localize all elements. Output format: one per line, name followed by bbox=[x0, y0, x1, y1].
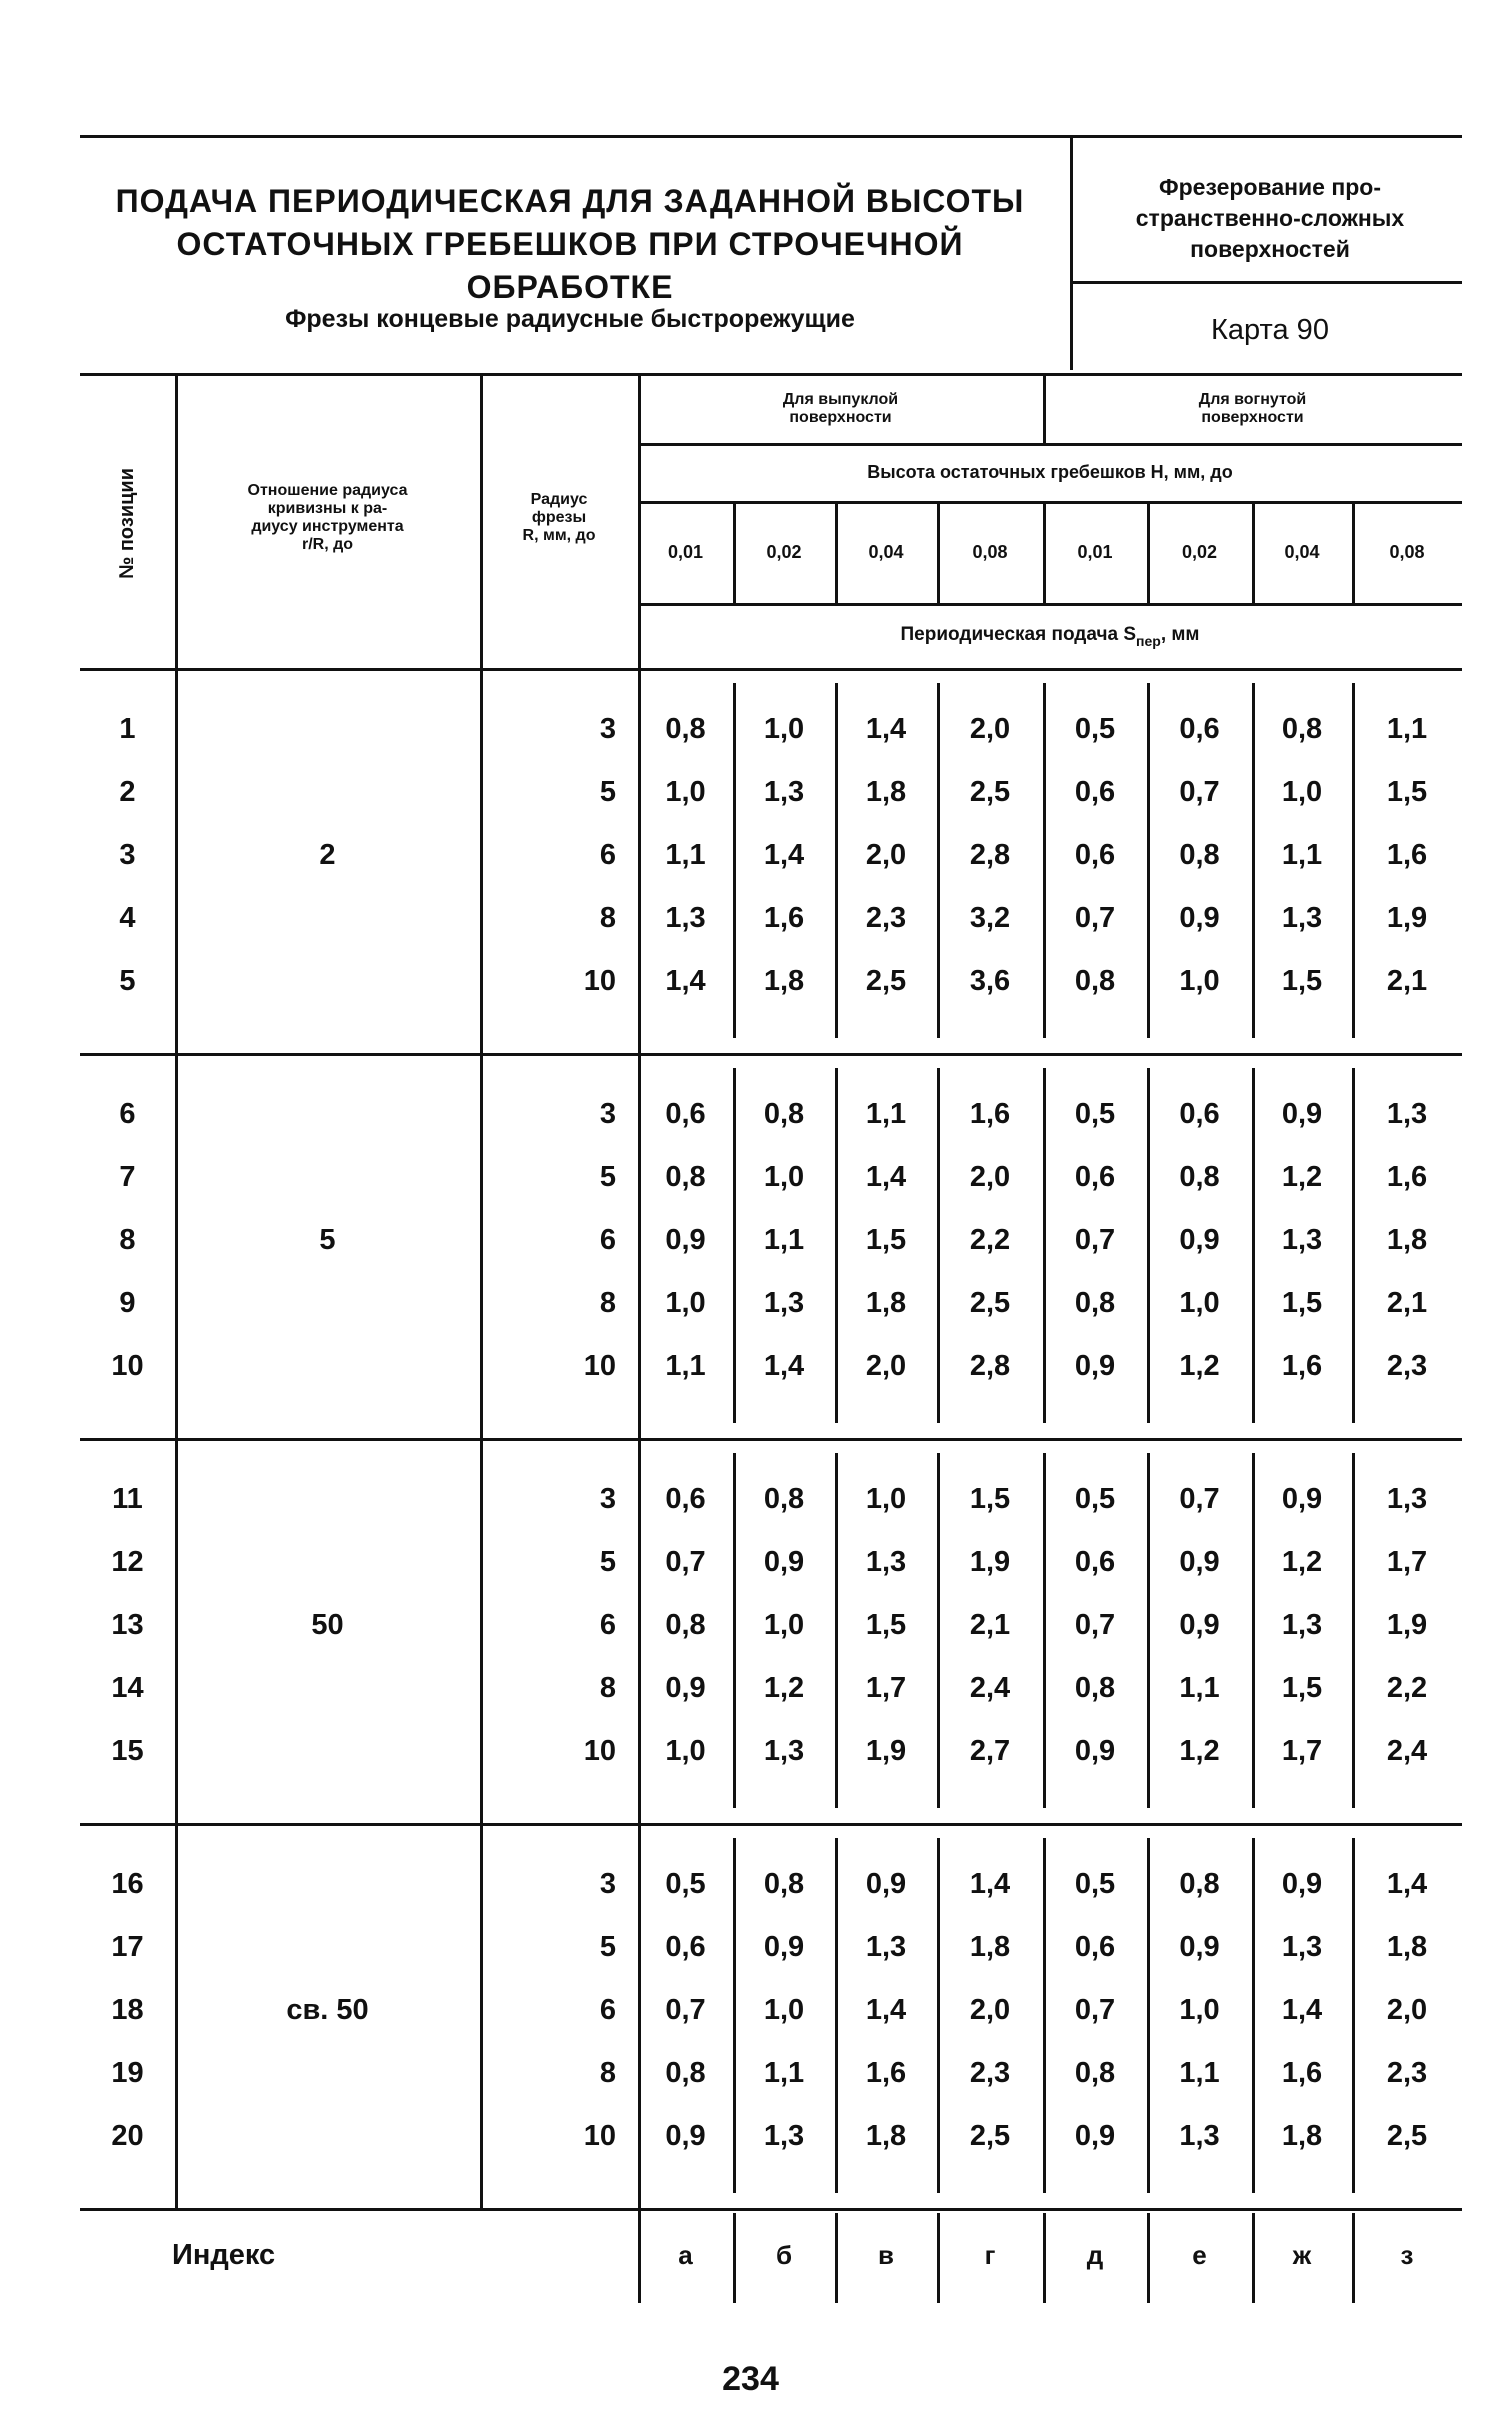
feed-value: 0,6 bbox=[1179, 1098, 1220, 1130]
feed-value: 0,8 bbox=[1179, 1161, 1220, 1193]
feed-value: 1,0 bbox=[763, 1609, 805, 1641]
feed-value: 1,3 bbox=[865, 1931, 907, 1963]
feed-value: 1,1 bbox=[763, 1224, 805, 1256]
position-number: 1 bbox=[119, 713, 136, 745]
feed-value: 0,7 bbox=[1074, 1609, 1116, 1641]
feed-value: 0,8 bbox=[1074, 1287, 1116, 1319]
feed-value: 2,5 bbox=[969, 2120, 1011, 2152]
feed-value: 1,7 bbox=[865, 1672, 907, 1704]
feed-value: 0,8 bbox=[1179, 839, 1220, 871]
height-value: 0,08 bbox=[972, 542, 1008, 562]
feed-value: 0,8 bbox=[1074, 965, 1116, 997]
feed-value: 1,4 bbox=[969, 1868, 1011, 1900]
feed-value: 0,9 bbox=[763, 1546, 805, 1578]
position-number: 2 bbox=[119, 776, 136, 808]
feed-value: 1,5 bbox=[1281, 1672, 1323, 1704]
header-bottom-rule bbox=[80, 668, 1462, 671]
feed-value: 0,9 bbox=[1281, 1483, 1323, 1515]
feed-value: 2,0 bbox=[1386, 1994, 1428, 2026]
feed-value: 0,7 bbox=[1074, 1994, 1116, 2026]
radius-value: 3 bbox=[599, 1098, 616, 1130]
feed-value: 0,8 bbox=[763, 1483, 805, 1515]
feed-value: 1,3 bbox=[665, 902, 706, 934]
feed-value: 1,6 bbox=[865, 2057, 907, 2089]
feed-value: 2,5 bbox=[865, 965, 907, 997]
feed-value: 1,3 bbox=[1386, 1483, 1428, 1515]
position-column-rule bbox=[175, 373, 178, 2208]
feed-value: 0,7 bbox=[1179, 776, 1220, 808]
feed-value: 0,7 bbox=[1074, 1224, 1116, 1256]
radius-value: 8 bbox=[599, 2057, 616, 2089]
position-number: 3 bbox=[119, 839, 136, 871]
feed-value: 0,9 bbox=[1074, 2120, 1116, 2152]
ratio-value: 2 bbox=[319, 839, 336, 871]
section-line: странственно-сложных bbox=[1135, 205, 1405, 231]
feed-value: 1,3 bbox=[1179, 2120, 1220, 2152]
feed-value: 0,9 bbox=[1281, 1868, 1323, 1900]
position-number: 19 bbox=[111, 2057, 144, 2089]
radius-value: 6 bbox=[599, 839, 616, 871]
feed-value: 0,8 bbox=[665, 2057, 706, 2089]
feed-value: 2,5 bbox=[969, 1287, 1011, 1319]
feed-value: 1,2 bbox=[763, 1672, 805, 1704]
feed-value: 1,6 bbox=[1281, 1350, 1323, 1382]
group-rule bbox=[80, 1053, 1462, 1056]
feed-value: 1,6 bbox=[1281, 2057, 1323, 2089]
feed-value: 0,7 bbox=[665, 1546, 706, 1578]
index-letter: а bbox=[678, 2240, 693, 2270]
feed-value: 1,1 bbox=[865, 1098, 907, 1130]
position-number: 15 bbox=[111, 1735, 144, 1767]
height-value: 0,01 bbox=[1077, 542, 1113, 562]
position-number: 10 bbox=[111, 1350, 144, 1382]
index-letter: е bbox=[1192, 2240, 1207, 2270]
feed-value: 0,6 bbox=[1074, 1161, 1116, 1193]
feed-value: 1,3 bbox=[763, 1287, 805, 1319]
feed-value: 1,3 bbox=[1281, 902, 1323, 934]
position-number: 12 bbox=[111, 1546, 144, 1578]
feed-value: 1,6 bbox=[763, 902, 805, 934]
radius-value: 5 bbox=[599, 1161, 616, 1193]
position-number: 6 bbox=[119, 1098, 136, 1130]
feed-value: 1,2 bbox=[1179, 1350, 1220, 1382]
index-letter: б bbox=[775, 2240, 793, 2270]
feed-value: 1,3 bbox=[1281, 1931, 1323, 1963]
radius-header-line: R, мм, до bbox=[522, 527, 596, 544]
feed-value: 0,6 bbox=[1074, 839, 1116, 871]
radius-header bbox=[480, 473, 638, 563]
feed-value: 1,8 bbox=[763, 965, 805, 997]
height-value: 0,08 bbox=[1389, 542, 1425, 562]
feed-value: 1,9 bbox=[865, 1735, 907, 1767]
radius-value: 8 bbox=[599, 1287, 616, 1319]
radius-value: 8 bbox=[599, 902, 616, 934]
feed-value: 0,7 bbox=[1179, 1483, 1220, 1515]
feed-value: 2,8 bbox=[969, 1350, 1011, 1382]
feed-value: 1,5 bbox=[1386, 776, 1428, 808]
ratio-header-line: r/R, до bbox=[301, 536, 354, 553]
feed-value: 0,9 bbox=[665, 2120, 706, 2152]
position-number: 13 bbox=[111, 1609, 144, 1641]
feed-value: 0,8 bbox=[763, 1868, 805, 1900]
index-letter: г bbox=[984, 2240, 996, 2270]
feed-value: 2,5 bbox=[1386, 2120, 1428, 2152]
radius-value: 10 bbox=[583, 2120, 616, 2152]
group-rule bbox=[80, 1823, 1462, 1826]
feed-value: 1,0 bbox=[1179, 965, 1220, 997]
feed-value: 2,1 bbox=[969, 1609, 1011, 1641]
feed-value: 1,0 bbox=[763, 713, 805, 745]
feed-value: 0,9 bbox=[1074, 1350, 1116, 1382]
feed-value: 2,0 bbox=[865, 839, 907, 871]
feed-value: 0,8 bbox=[1074, 2057, 1116, 2089]
position-number: 8 bbox=[119, 1224, 136, 1256]
top-rule bbox=[80, 135, 1462, 138]
feed-value: 1,7 bbox=[1281, 1735, 1323, 1767]
feed-header bbox=[638, 605, 1462, 665]
feed-value: 1,3 bbox=[1281, 1609, 1323, 1641]
feed-value: 1,3 bbox=[1281, 1224, 1323, 1256]
feed-value: 0,8 bbox=[1179, 1868, 1220, 1900]
feed-value: 3,2 bbox=[969, 902, 1011, 934]
feed-value: 1,5 bbox=[1281, 965, 1323, 997]
feed-value: 1,7 bbox=[1386, 1546, 1428, 1578]
ratio-column-rule bbox=[480, 373, 483, 2208]
feed-value: 2,3 bbox=[1386, 1350, 1428, 1382]
concave-surface-header bbox=[1043, 377, 1462, 441]
feed-value: 0,9 bbox=[1179, 1546, 1220, 1578]
feed-value: 2,3 bbox=[865, 902, 907, 934]
card-number: Карта 90 bbox=[1211, 314, 1329, 346]
radius-value: 10 bbox=[583, 1735, 616, 1767]
feed-value: 0,8 bbox=[763, 1098, 805, 1130]
feed-header-part: пер bbox=[1136, 633, 1161, 649]
radius-header-line: фрезы bbox=[531, 509, 587, 526]
feed-value: 1,6 bbox=[1386, 1161, 1428, 1193]
feed-value: 0,8 bbox=[665, 1161, 706, 1193]
feed-value: 2,5 bbox=[969, 776, 1011, 808]
title-line: ОБРАБОТКЕ bbox=[466, 269, 674, 305]
radius-value: 5 bbox=[599, 776, 616, 808]
feed-value: 1,3 bbox=[865, 1546, 907, 1578]
feed-value: 0,8 bbox=[1074, 1672, 1116, 1704]
feed-value: 1,0 bbox=[665, 1735, 706, 1767]
feed-value: 0,9 bbox=[1179, 1224, 1220, 1256]
feed-header-part: Периодическая подача S bbox=[900, 624, 1137, 645]
feed-value: 2,0 bbox=[969, 1994, 1011, 2026]
feed-value: 1,3 bbox=[763, 776, 805, 808]
position-number: 20 bbox=[111, 2120, 144, 2152]
feed-value: 0,5 bbox=[1074, 1868, 1116, 1900]
feed-value: 0,5 bbox=[1074, 1098, 1116, 1130]
feed-value: 0,6 bbox=[665, 1098, 706, 1130]
feed-value: 1,5 bbox=[865, 1224, 907, 1256]
radius-header-line: Радиус bbox=[530, 491, 588, 508]
ratio-header-line: Отношение радиуса bbox=[247, 482, 408, 499]
index-letter: д bbox=[1086, 2240, 1104, 2270]
ratio-header-line: диусу инструмента bbox=[251, 518, 404, 535]
feed-value: 0,9 bbox=[1179, 902, 1220, 934]
feed-value: 1,9 bbox=[1386, 1609, 1428, 1641]
title-line: ОСТАТОЧНЫХ ГРЕБЕШКОВ ПРИ СТРОЧЕЧНОЙ bbox=[176, 226, 964, 262]
feed-value: 1,8 bbox=[865, 1287, 907, 1319]
feed-value: 1,4 bbox=[665, 965, 706, 997]
feed-value: 0,5 bbox=[1074, 1483, 1116, 1515]
feed-value: 1,8 bbox=[1386, 1931, 1428, 1963]
height-value: 0,01 bbox=[667, 542, 704, 562]
feed-value: 1,4 bbox=[763, 839, 805, 871]
position-number: 17 bbox=[111, 1931, 144, 1963]
feed-value: 0,9 bbox=[1179, 1931, 1220, 1963]
feed-value: 1,2 bbox=[1281, 1161, 1323, 1193]
position-header bbox=[80, 378, 175, 668]
feed-value: 1,4 bbox=[865, 1994, 907, 2026]
feed-value: 1,8 bbox=[1386, 1224, 1428, 1256]
position-number: 16 bbox=[111, 1868, 144, 1900]
height-value: 0,04 bbox=[1284, 542, 1320, 562]
radius-value: 5 bbox=[599, 1546, 616, 1578]
feed-value: 0,5 bbox=[665, 1868, 706, 1900]
height-value: 0,02 bbox=[1181, 542, 1218, 562]
ratio-value: 5 bbox=[319, 1224, 336, 1256]
feed-value: 1,4 bbox=[763, 1350, 805, 1382]
position-header-label: № позиции bbox=[116, 467, 139, 579]
feed-value: 2,1 bbox=[1386, 965, 1428, 997]
index-label: Индекс bbox=[172, 2239, 276, 2271]
feed-value: 1,8 bbox=[969, 1931, 1011, 1963]
feed-table bbox=[80, 373, 1462, 2343]
feed-value: 0,6 bbox=[1074, 1931, 1116, 1963]
index-letter: в bbox=[878, 2240, 894, 2270]
convex-header-line: Для выпуклой bbox=[782, 391, 899, 408]
feed-value: 3,6 bbox=[969, 965, 1011, 997]
feed-value: 1,8 bbox=[865, 2120, 907, 2152]
header-divider bbox=[1070, 135, 1073, 370]
feed-value: 0,7 bbox=[665, 1994, 706, 2026]
radius-value: 6 bbox=[599, 1224, 616, 1256]
feed-value: 1,3 bbox=[763, 2120, 805, 2152]
section-line: поверхностей bbox=[1190, 236, 1350, 262]
feed-value: 1,0 bbox=[1281, 776, 1323, 808]
feed-value: 0,9 bbox=[1074, 1735, 1116, 1767]
feed-value: 2,3 bbox=[969, 2057, 1011, 2089]
feed-value: 0,6 bbox=[1179, 713, 1220, 745]
feed-value: 1,4 bbox=[865, 713, 907, 745]
feed-value: 0,9 bbox=[865, 1868, 907, 1900]
feed-value: 0,5 bbox=[1074, 713, 1116, 745]
section-name bbox=[1080, 172, 1460, 265]
feed-value: 2,2 bbox=[1386, 1672, 1428, 1704]
radius-value: 3 bbox=[599, 1483, 616, 1515]
feed-value: 1,5 bbox=[969, 1483, 1011, 1515]
feed-value: 0,6 bbox=[665, 1483, 706, 1515]
feed-value: 1,2 bbox=[1281, 1546, 1323, 1578]
feed-value: 1,1 bbox=[763, 2057, 805, 2089]
ratio-value: 50 bbox=[311, 1609, 344, 1641]
feed-value: 1,6 bbox=[969, 1098, 1011, 1130]
feed-value: 0,9 bbox=[665, 1224, 706, 1256]
feed-value: 1,3 bbox=[763, 1735, 805, 1767]
feed-value: 2,8 bbox=[969, 839, 1011, 871]
page-number: 234 bbox=[722, 2360, 779, 2398]
position-number: 5 bbox=[119, 965, 136, 997]
radius-value: 8 bbox=[599, 1672, 616, 1704]
radius-value: 6 bbox=[599, 1609, 616, 1641]
feed-value: 0,9 bbox=[763, 1931, 805, 1963]
feed-value: 0,9 bbox=[1281, 1098, 1323, 1130]
feed-value: 0,6 bbox=[665, 1931, 706, 1963]
feed-value: 2,2 bbox=[969, 1224, 1011, 1256]
feed-value: 2,4 bbox=[1386, 1735, 1428, 1767]
position-number: 14 bbox=[111, 1672, 144, 1704]
convex-header-line: поверхности bbox=[789, 409, 892, 426]
feed-value: 1,9 bbox=[969, 1546, 1011, 1578]
concave-header-line: Для вогнутой bbox=[1198, 391, 1307, 408]
feed-value: 2,1 bbox=[1386, 1287, 1428, 1319]
convex-surface-header bbox=[638, 377, 1043, 441]
feed-value: 1,8 bbox=[865, 776, 907, 808]
position-number: 4 bbox=[119, 902, 136, 934]
feed-value: 1,6 bbox=[1386, 839, 1428, 871]
index-letter: ж bbox=[1292, 2240, 1312, 2270]
concave-header-line: поверхности bbox=[1201, 409, 1304, 426]
feed-value: 0,6 bbox=[1074, 776, 1116, 808]
radius-value: 10 bbox=[583, 1350, 616, 1382]
ratio-value: св. 50 bbox=[286, 1994, 369, 2026]
feed-value: 1,1 bbox=[665, 839, 706, 871]
feed-value: 1,1 bbox=[1386, 713, 1428, 745]
feed-value: 0,8 bbox=[665, 1609, 706, 1641]
feed-value: 1,0 bbox=[1179, 1994, 1220, 2026]
height-value: 0,04 bbox=[868, 542, 904, 562]
feed-value: 2,7 bbox=[969, 1735, 1011, 1767]
feed-value: 1,9 bbox=[1386, 902, 1428, 934]
page-subtitle: Фрезы концевые радиусные быстрорежущие bbox=[285, 305, 855, 333]
index-letter: з bbox=[1400, 2240, 1414, 2270]
feed-value: 1,0 bbox=[763, 1994, 805, 2026]
position-number: 11 bbox=[112, 1483, 143, 1515]
table-top-rule bbox=[80, 373, 1462, 376]
page-title bbox=[70, 180, 1070, 309]
feed-value: 1,1 bbox=[1281, 839, 1323, 871]
section-line: Фрезерование про- bbox=[1159, 174, 1381, 200]
feed-header-part: , мм bbox=[1160, 624, 1200, 645]
feed-value: 0,6 bbox=[1074, 1546, 1116, 1578]
feed-value: 1,0 bbox=[665, 1287, 706, 1319]
feed-value: 2,4 bbox=[969, 1672, 1011, 1704]
position-number: 7 bbox=[119, 1161, 136, 1193]
radius-value: 5 bbox=[599, 1931, 616, 1963]
feed-value: 1,8 bbox=[1281, 2120, 1323, 2152]
ratio-header-line: кривизны к ра- bbox=[267, 500, 388, 517]
feed-value: 1,4 bbox=[1386, 1868, 1428, 1900]
feed-value: 0,9 bbox=[665, 1672, 706, 1704]
feed-value: 2,0 bbox=[865, 1350, 907, 1382]
feed-value: 1,3 bbox=[1386, 1098, 1428, 1130]
feed-value: 1,0 bbox=[665, 776, 706, 808]
feed-value: 1,1 bbox=[1179, 2057, 1220, 2089]
height-header: Высота остаточных гребешков H, мм, до bbox=[867, 462, 1233, 482]
feed-value: 0,9 bbox=[1179, 1609, 1220, 1641]
ratio-header bbox=[175, 463, 480, 573]
radius-value: 6 bbox=[599, 1994, 616, 2026]
feed-value: 0,8 bbox=[665, 713, 706, 745]
feed-value: 1,4 bbox=[1281, 1994, 1323, 2026]
radius-value: 10 bbox=[583, 965, 616, 997]
feed-value: 2,0 bbox=[969, 713, 1011, 745]
feed-value: 2,0 bbox=[969, 1161, 1011, 1193]
group-rule bbox=[80, 1438, 1462, 1441]
feed-value: 0,8 bbox=[1281, 713, 1323, 745]
title-line: ПОДАЧА ПЕРИОДИЧЕСКАЯ ДЛЯ ЗАДАННОЙ ВЫСОТЫ bbox=[115, 183, 1025, 219]
feed-value: 1,2 bbox=[1179, 1735, 1220, 1767]
feed-value: 2,3 bbox=[1386, 2057, 1428, 2089]
feed-value: 1,0 bbox=[1179, 1287, 1220, 1319]
feed-value: 1,0 bbox=[865, 1483, 907, 1515]
position-number: 9 bbox=[119, 1287, 136, 1319]
position-number: 18 bbox=[111, 1994, 144, 2026]
radius-value: 3 bbox=[599, 713, 616, 745]
feed-value: 1,0 bbox=[763, 1161, 805, 1193]
radius-value: 3 bbox=[599, 1868, 616, 1900]
header-split-rule bbox=[1073, 281, 1462, 284]
feed-value: 1,5 bbox=[865, 1609, 907, 1641]
feed-value: 0,7 bbox=[1074, 902, 1116, 934]
feed-value: 1,1 bbox=[1179, 1672, 1220, 1704]
height-value: 0,02 bbox=[766, 542, 802, 562]
feed-value: 1,4 bbox=[865, 1161, 907, 1193]
feed-value: 1,1 bbox=[665, 1350, 706, 1382]
feed-value: 1,5 bbox=[1281, 1287, 1323, 1319]
